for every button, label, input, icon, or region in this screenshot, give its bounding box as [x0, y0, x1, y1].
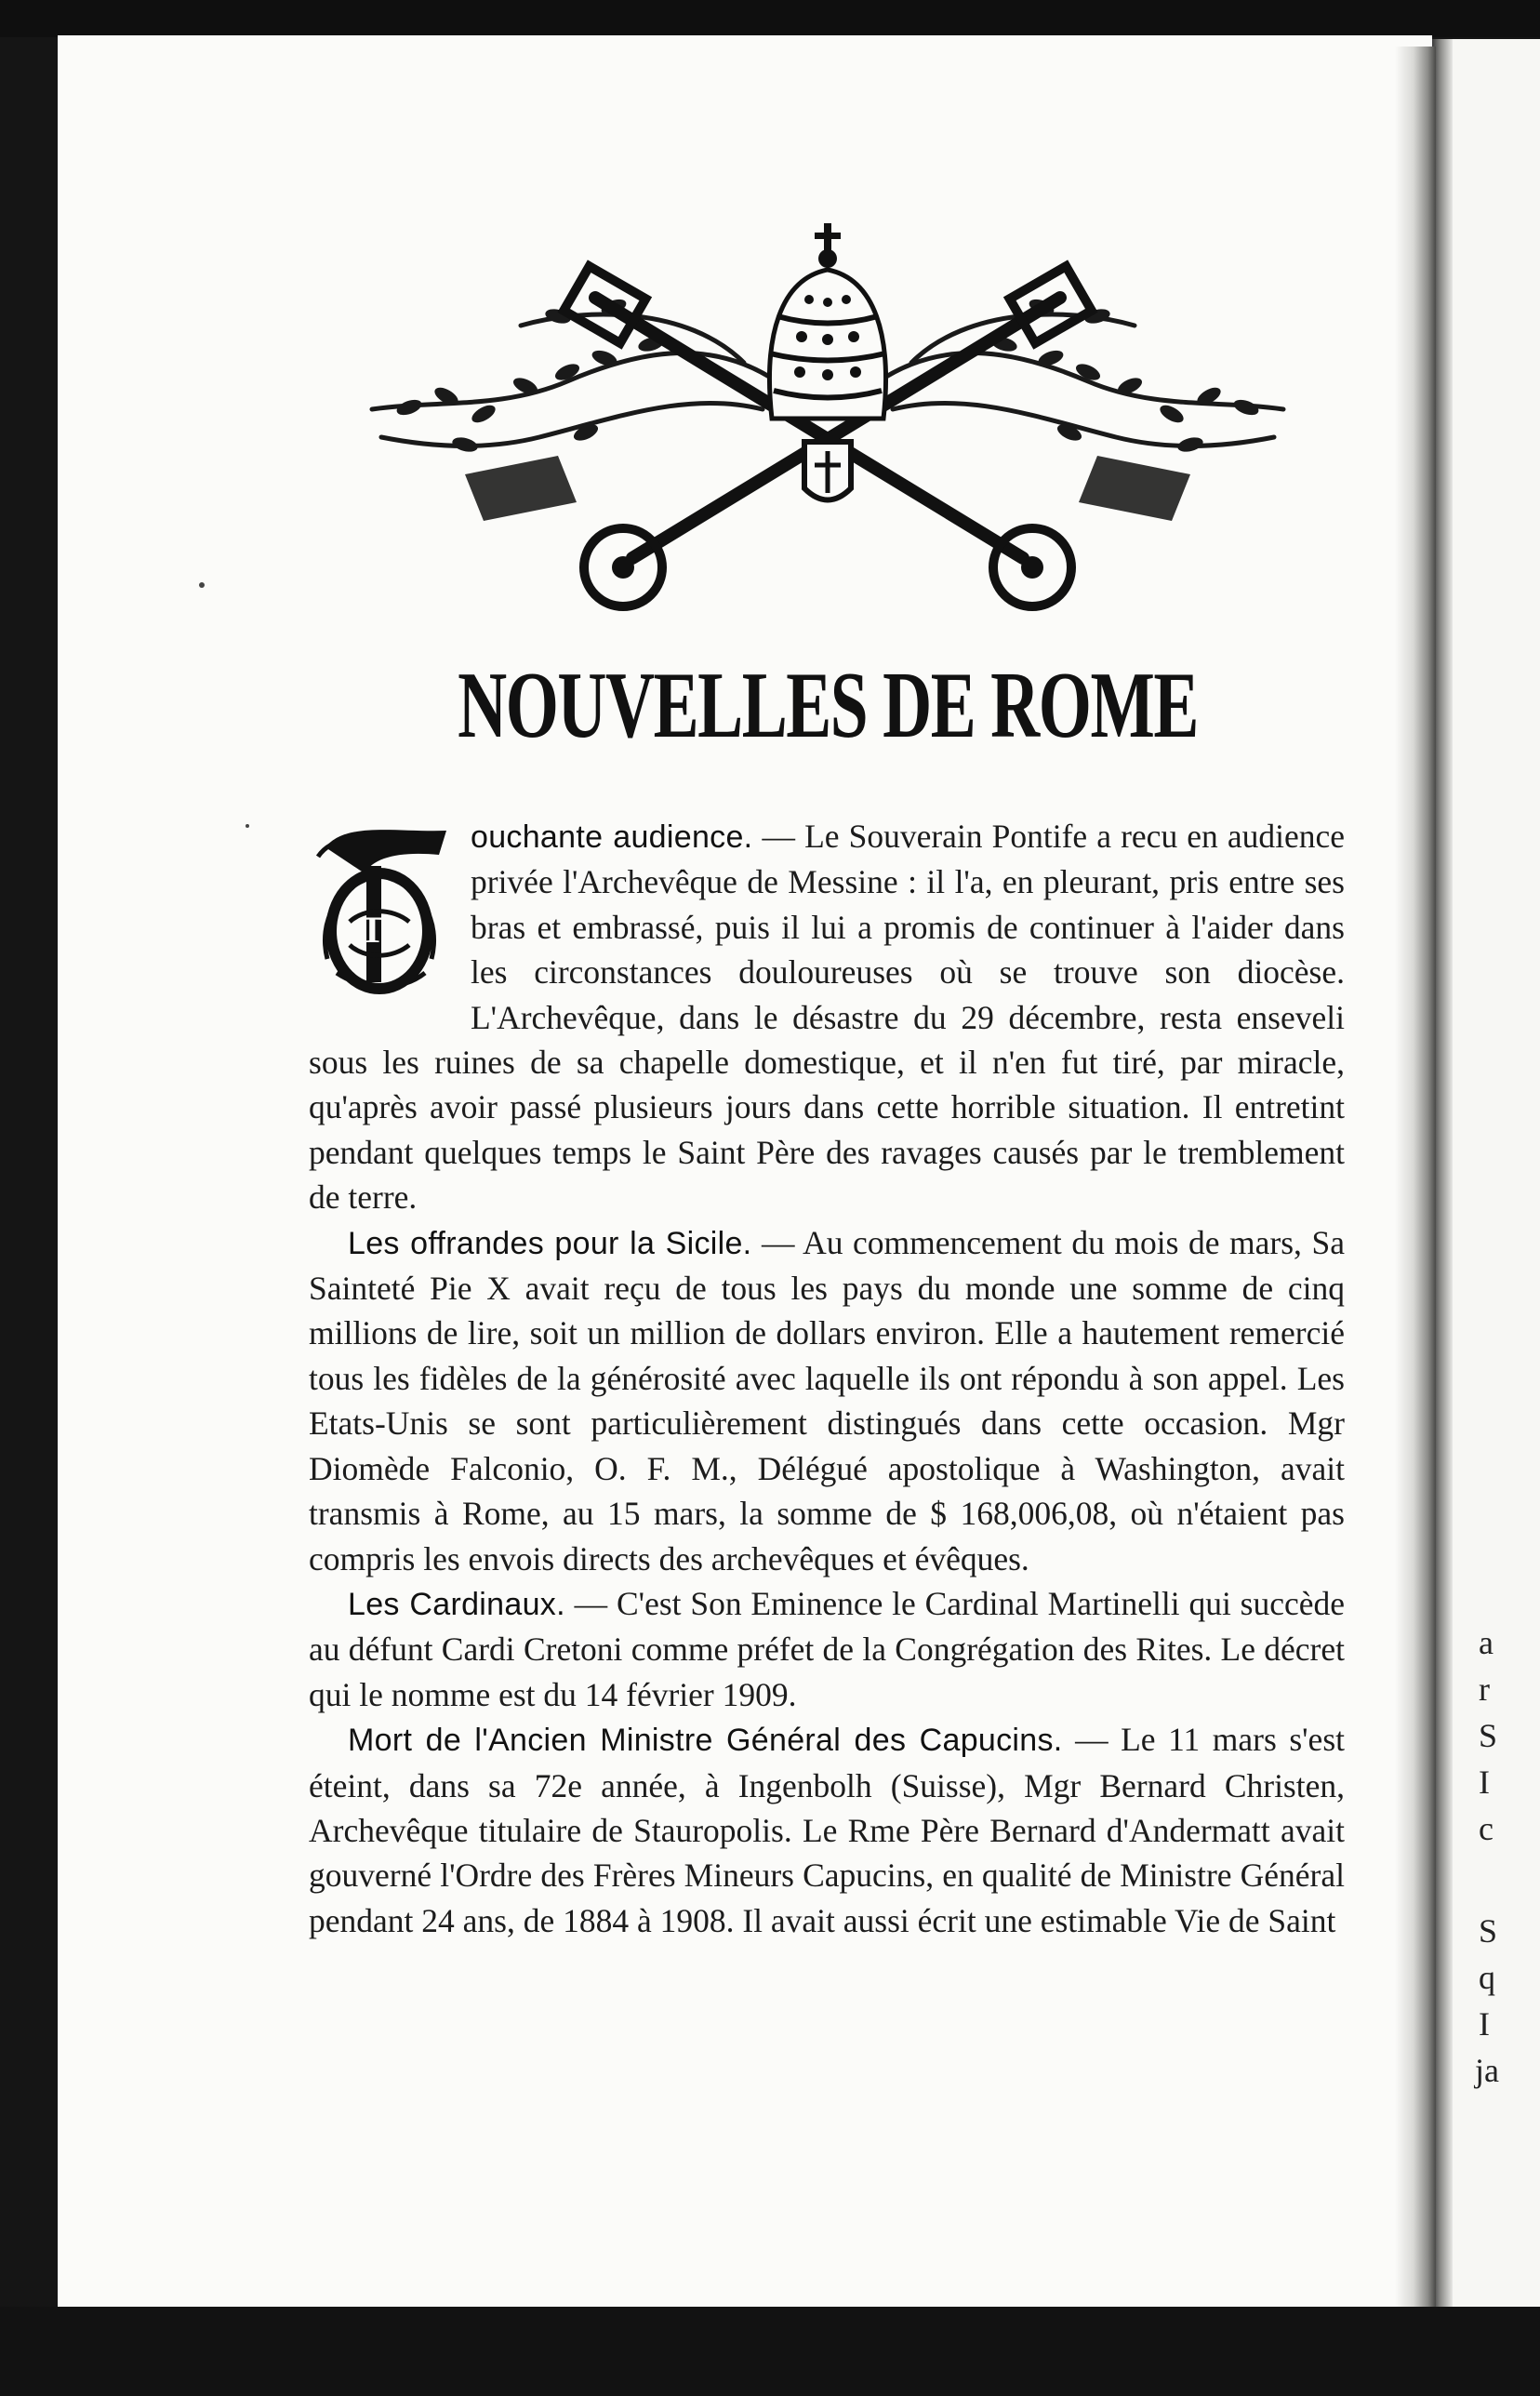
paragraph-offrandes [309, 1220, 1345, 1581]
page-title: NOUVELLES DE ROME [458, 653, 1198, 758]
scan-speck [246, 824, 249, 828]
facing-page-fragment: a [1479, 1624, 1494, 1661]
facing-page [1432, 39, 1540, 2309]
papal-tiara-keys-ornament [353, 223, 1302, 642]
paragraph-text: — Le Souverain Pontife a recu en audience privée l'Archevêque de Messine : il l'a, en pleurant, pris entre ses bras et embrassé, puis il lui a promis de continuer à l'aider dans les circonstances douloureuses où se trouve son diocèse. L'Archevêque, dans le désastre du 29 décembre, resta enseveli sous les ruines de sa chapelle domestique, et il n'en fut tiré, par miracle, qu'après avoir passé plusieurs jours dans cette horrible situation. Il entretint pendant quelques temps le Saint Père des ravages causés par le tremblement de terre. [309, 818, 1346, 1217]
paragraph-lead: Les offrandes pour la Sicile. [348, 1225, 752, 1261]
dropcap-t-ornament [309, 819, 450, 996]
paragraph-text: — Le 11 mars s'est éteint, dans sa 72e année, à Ingenbolh (Suisse), Mgr Bernard Christen, Archevêque titulaire de Stauropolis. Le Rme Père Bernard d'Andermatt avait gouverné l'Ordre des Frères Mineurs Capucins, en qualité de Ministre Général pendant 24 ans, de 1884 à 1908. Il avait aussi écrit une estimable Vie de Saint [309, 1721, 1345, 1939]
page-gutter-shadow [1395, 47, 1436, 2307]
scan-bottom-border [0, 2307, 1540, 2396]
facing-page-fragment: r [1479, 1671, 1490, 1708]
facing-page-fragment: S [1479, 1912, 1498, 1950]
facing-page-fragment: c [1479, 1810, 1494, 1847]
scan-speck [199, 582, 205, 588]
facing-page-fragment: q [1479, 1959, 1495, 1996]
facing-page-fragment: I [1479, 1764, 1490, 1801]
paragraph-lead: ouchante audience. [471, 819, 753, 855]
facing-page-fragment: ja [1475, 2052, 1499, 2089]
facing-page-fragment: S [1479, 1717, 1498, 1754]
paragraph-capucins [309, 1717, 1345, 1943]
dropcap-letter: T [360, 909, 385, 951]
paragraph-lead: Les Cardinaux. [348, 1586, 565, 1622]
paragraph-text: — C'est Son Eminence le Cardinal Martinelli qui succède au défunt Cardi Cretoni comme préfet de la Congrégation des Rites. Le décret qui le nomme est du 14 février 1909. [309, 1584, 1345, 1713]
paragraph-cardinaux [309, 1581, 1345, 1717]
paragraph-audience [309, 814, 1345, 1220]
scan-top-border [0, 0, 1540, 37]
paragraph-lead: Mort de l'Ancien Ministre Général des Capucins. [348, 1723, 1063, 1759]
facing-page-fragment: I [1479, 2005, 1490, 2043]
paragraph-text: — Au commencement du mois de mars, Sa Sainteté Pie X avait reçu de tous les pays du monde une somme de cinq millions de lire, soit un million de dollars environ. Elle a hautement remercié tous les fidèles de la générosité avec laquelle ils ont répondu à son appel. Les Etats-Unis se sont particulièrement distingués dans cette occasion. Mgr Diomède Falconio, O. F. M., Délégué apostolique à Washington, avait transmis à Rome, au 15 mars, la somme de $ 168,006,08, où n'étaient pas compris les envois directs des archevêques et évêques. [309, 1223, 1345, 1577]
article-body [309, 814, 1345, 1943]
